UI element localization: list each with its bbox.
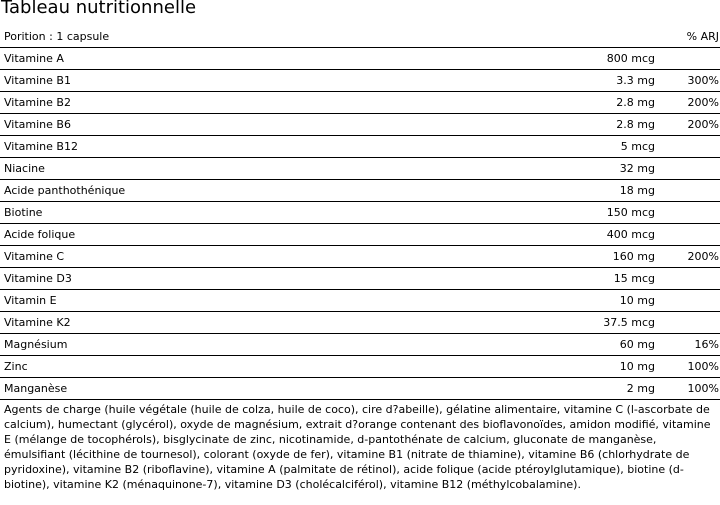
page-title: Tableau nutritionnelle	[1, 0, 197, 18]
nutrient-amount: 3.3 mg	[616, 74, 655, 87]
nutrient-pct: 200%	[687, 96, 719, 109]
table-row	[0, 92, 720, 114]
nutrient-amount: 15 mcg	[613, 272, 655, 285]
nutrient-pct: 16%	[694, 338, 719, 351]
nutrient-name: Vitamine C	[4, 250, 65, 263]
nutrient-amount: 160 mg	[612, 250, 655, 263]
nutrient-name: Magnésium	[4, 338, 68, 351]
nutrient-name: Niacine	[4, 162, 45, 175]
table-row	[0, 70, 720, 92]
nutrient-amount: 5 mcg	[620, 140, 655, 153]
table-row	[0, 202, 720, 224]
table-row	[0, 114, 720, 136]
table-row	[0, 48, 720, 70]
nutrient-name: Vitamine D3	[4, 272, 72, 285]
nutrient-name: Vitamine A	[4, 52, 64, 65]
nutrient-name: Acide panthothénique	[4, 184, 126, 197]
nutrient-amount: 400 mcg	[606, 228, 655, 241]
nutrient-name: Manganèse	[4, 382, 68, 395]
table-row	[0, 246, 720, 268]
table-body	[0, 48, 720, 400]
nutrient-name: Vitamine K2	[4, 316, 71, 329]
nutrient-name: Vitamin E	[4, 294, 57, 307]
nutrient-pct: 100%	[687, 360, 719, 373]
pct-column-header: % ARJ	[686, 30, 719, 43]
nutrient-pct: 200%	[687, 118, 719, 131]
nutrient-name: Biotine	[4, 206, 43, 219]
nutrient-amount: 32 mg	[619, 162, 655, 175]
table-row	[0, 224, 720, 246]
table-row	[0, 312, 720, 334]
nutrient-pct: 200%	[687, 250, 719, 263]
nutrient-amount: 18 mg	[619, 184, 655, 197]
nutrition-table	[0, 26, 720, 400]
portion-label: Porition : 1 capsule	[4, 30, 110, 43]
nutrient-pct: 100%	[687, 382, 719, 395]
nutrient-amount: 2.8 mg	[616, 118, 655, 131]
table-header-row	[0, 26, 720, 48]
table-row	[0, 158, 720, 180]
nutrient-amount: 150 mcg	[606, 206, 655, 219]
nutrient-amount: 2 mg	[626, 382, 655, 395]
nutrient-name: Vitamine B2	[4, 96, 71, 109]
nutrient-amount: 10 mg	[619, 360, 655, 373]
nutrient-name: Vitamine B12	[4, 140, 78, 153]
nutrient-amount: 2.8 mg	[616, 96, 655, 109]
nutrient-amount: 37.5 mcg	[603, 316, 655, 329]
table-row	[0, 268, 720, 290]
nutrient-amount: 10 mg	[619, 294, 655, 307]
nutrient-name: Acide folique	[4, 228, 76, 241]
table-row	[0, 356, 720, 378]
nutrient-pct: 300%	[687, 74, 719, 87]
table-row	[0, 334, 720, 356]
nutrient-amount: 800 mcg	[606, 52, 655, 65]
table-row	[0, 290, 720, 312]
nutrient-amount: 60 mg	[619, 338, 655, 351]
table-row	[0, 136, 720, 158]
nutrient-name: Zinc	[4, 360, 28, 373]
ingredients-text: Agents de charge (huile végétale (huile de colza, huile de coco), cire d?abeille), gélatine alimentaire, vitamine C (l-ascorbate de calcium), humectant (glycérol), oxyde de magnésium, extrait d?orange contenant des bioflavonoïdes, amidon modifié, vitamine E (mélange de tocophérols), bisglycinate de zinc, nicotinamide, d-pantothénate de calcium, gluconate de manganèse, émulsifiant (lécithine de tournesol), colorant (oxyde de fer), vitamine B1 (nitrate de thiamine), vitamine B6 (chlorhydrate de pyridoxine), vitamine B2 (riboflavine), vitamine A (palmitate de rétinol), acide folique (acide ptéroylglutamique), biotine (d-biotine), vitamine K2 (ménaquinone-7), vitamine D3 (cholécalciférol), vitamine B12 (méthylcobalamine).	[4, 403, 711, 491]
table-row	[0, 378, 720, 400]
nutrient-name: Vitamine B1	[4, 74, 71, 87]
nutrient-name: Vitamine B6	[4, 118, 71, 131]
table-row	[0, 180, 720, 202]
